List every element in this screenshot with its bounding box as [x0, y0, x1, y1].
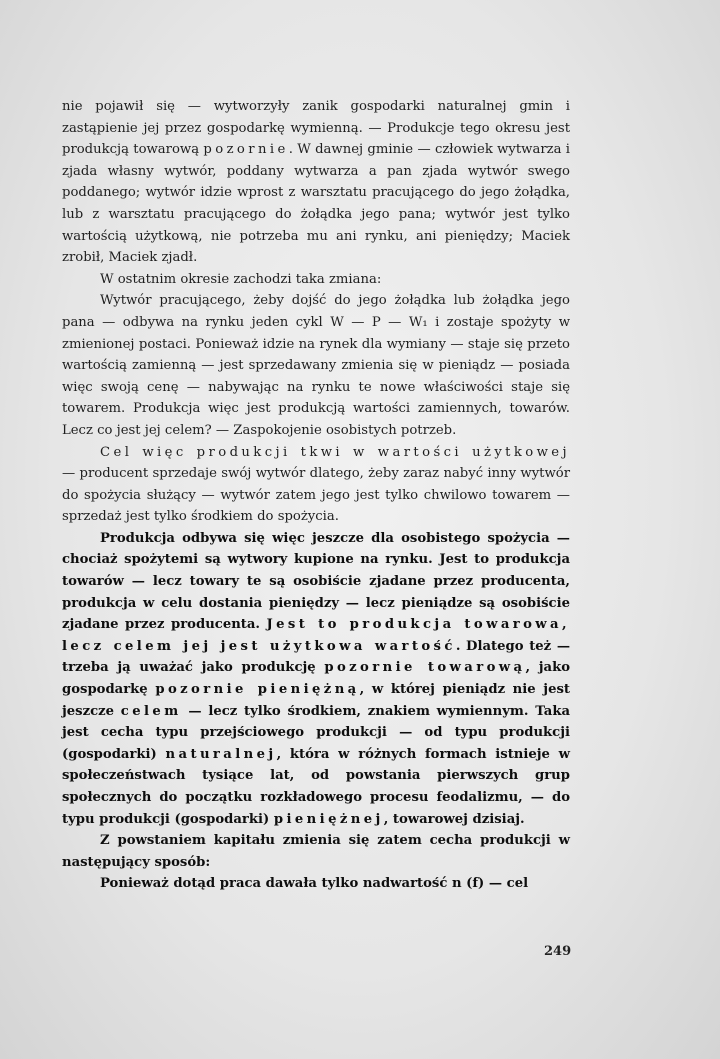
spaced-emphasis-text: pozornie — [203, 142, 289, 158]
paragraph — [62, 290, 570, 441]
text-segment: , towarowej dzisiaj. — [383, 811, 525, 827]
spaced-emphasis-text: pozornie pieniężną — [155, 682, 360, 698]
text-segment: . W dawnej gminie — człowiek wytwarza i zjada własny wytwór, poddany wytwarza a pan zjada wytwór swego poddanego; wytwór idzie wprost z warsztatu pracującego do jego żołądka, lub z warsztatu pracującego do żołądka jego pana; wytwór jest tylko wartością użytkową, nie potrzeba mu ani rynku, ani pieniędzy; Maciek zrobił, Maciek zjadł. — [62, 142, 570, 266]
text-segment: nie pojawił się — wytworzyły zanik gospodarki naturalnej gmin i zastąpienie jej przez gospodarkę wymienną. — Produkcje tego okresu jest produkcją towarową — [62, 99, 570, 158]
text-segment: Wytwór pracującego, żeby dojść do jego żołądka lub żołądka jego pana — odbywa na rynku jeden cykl W — P — W₁ i zostaje spożyty w zmienionej postaci. Ponieważ idzie na rynek dla wymiany — staje się przeto wartością zamienną — jest sprzedawany zmienia się w pieniądz — posiada więc swoją cenę — nabywając na rynku te nowe właściwości staje się towarem. Produkcja więc jest produkcją wartości zamiennych, towarów. Lecz co jest jej celem? — Zaspokojenie osobistych potrzeb. — [62, 293, 570, 438]
spaced-emphasis-text: pozornie towarową — [324, 660, 526, 676]
paragraph — [62, 830, 570, 873]
spaced-emphasis-text: naturalnej — [165, 746, 277, 762]
text-segment: — producent sprzedaje swój wytwór dlatego, żeby zaraz nabyć inny wytwór do spożycia służący — wytwór zatem jego jest tylko chwilowo towarem — sprzedaż jest tylko środkiem do spożycia. — [62, 466, 570, 525]
text-segment: , która w różnych formach istnieje w społeczeństwach tysiące lat, od powstania pierwszych grup społecznych do początku rozkładowego procesu feodalizmu, — do typu produkcji (gospodarki) — [62, 746, 570, 827]
page-number: 249 — [544, 944, 572, 959]
text-segment: . Dlatego też — trzeba ją uważać jako produkcję — [62, 638, 571, 676]
spaced-emphasis-text: pieniężnej — [273, 811, 384, 827]
text-segment: Z powstaniem kapitału zmienia się zatem cecha produkcji w następujący sposób: — [62, 833, 570, 870]
text-segment: , w której pieniądz nie jest jeszcze — [62, 682, 570, 719]
paragraph — [62, 442, 570, 528]
spaced-emphasis-text: Jest to produkcja towarowa, lecz celem jej jest użytkowa wartość — [62, 617, 570, 654]
text-segment: Produkcja odbywa się więc jeszcze dla osobistego spożycia — chociaż spożytemi są wytwory kupione na rynku. Jest to produkcja towarów — lecz towary te są osobiście zjadane przez producenta, produkcja w celu dostania pieniędzy — lecz pieniądze są osobiście zjadane przez producenta. — [62, 530, 570, 633]
text-segment: — lecz tylko środkiem, znakiem wymiennym. Taka jest cecha typu przejściowego produkcji — od typu produkcji (gospodarki) — [62, 703, 570, 762]
text-segment: W ostatnim okresie zachodzi taka zmiana: — [100, 271, 382, 287]
text-segment: Ponieważ dotąd praca dawała tylko nadwartość n (f) — cel — [100, 876, 529, 892]
spaced-emphasis-text: Cel więc produkcji tkwi w wartości użytkowej — [100, 444, 570, 460]
spaced-emphasis-text: celem — [120, 703, 182, 719]
paragraph — [62, 96, 570, 269]
text-segment: , jako gospodarkę — [62, 660, 571, 698]
paragraph — [62, 269, 570, 291]
paragraph — [62, 528, 570, 830]
paragraph — [62, 873, 570, 895]
page-body-text — [62, 96, 570, 895]
